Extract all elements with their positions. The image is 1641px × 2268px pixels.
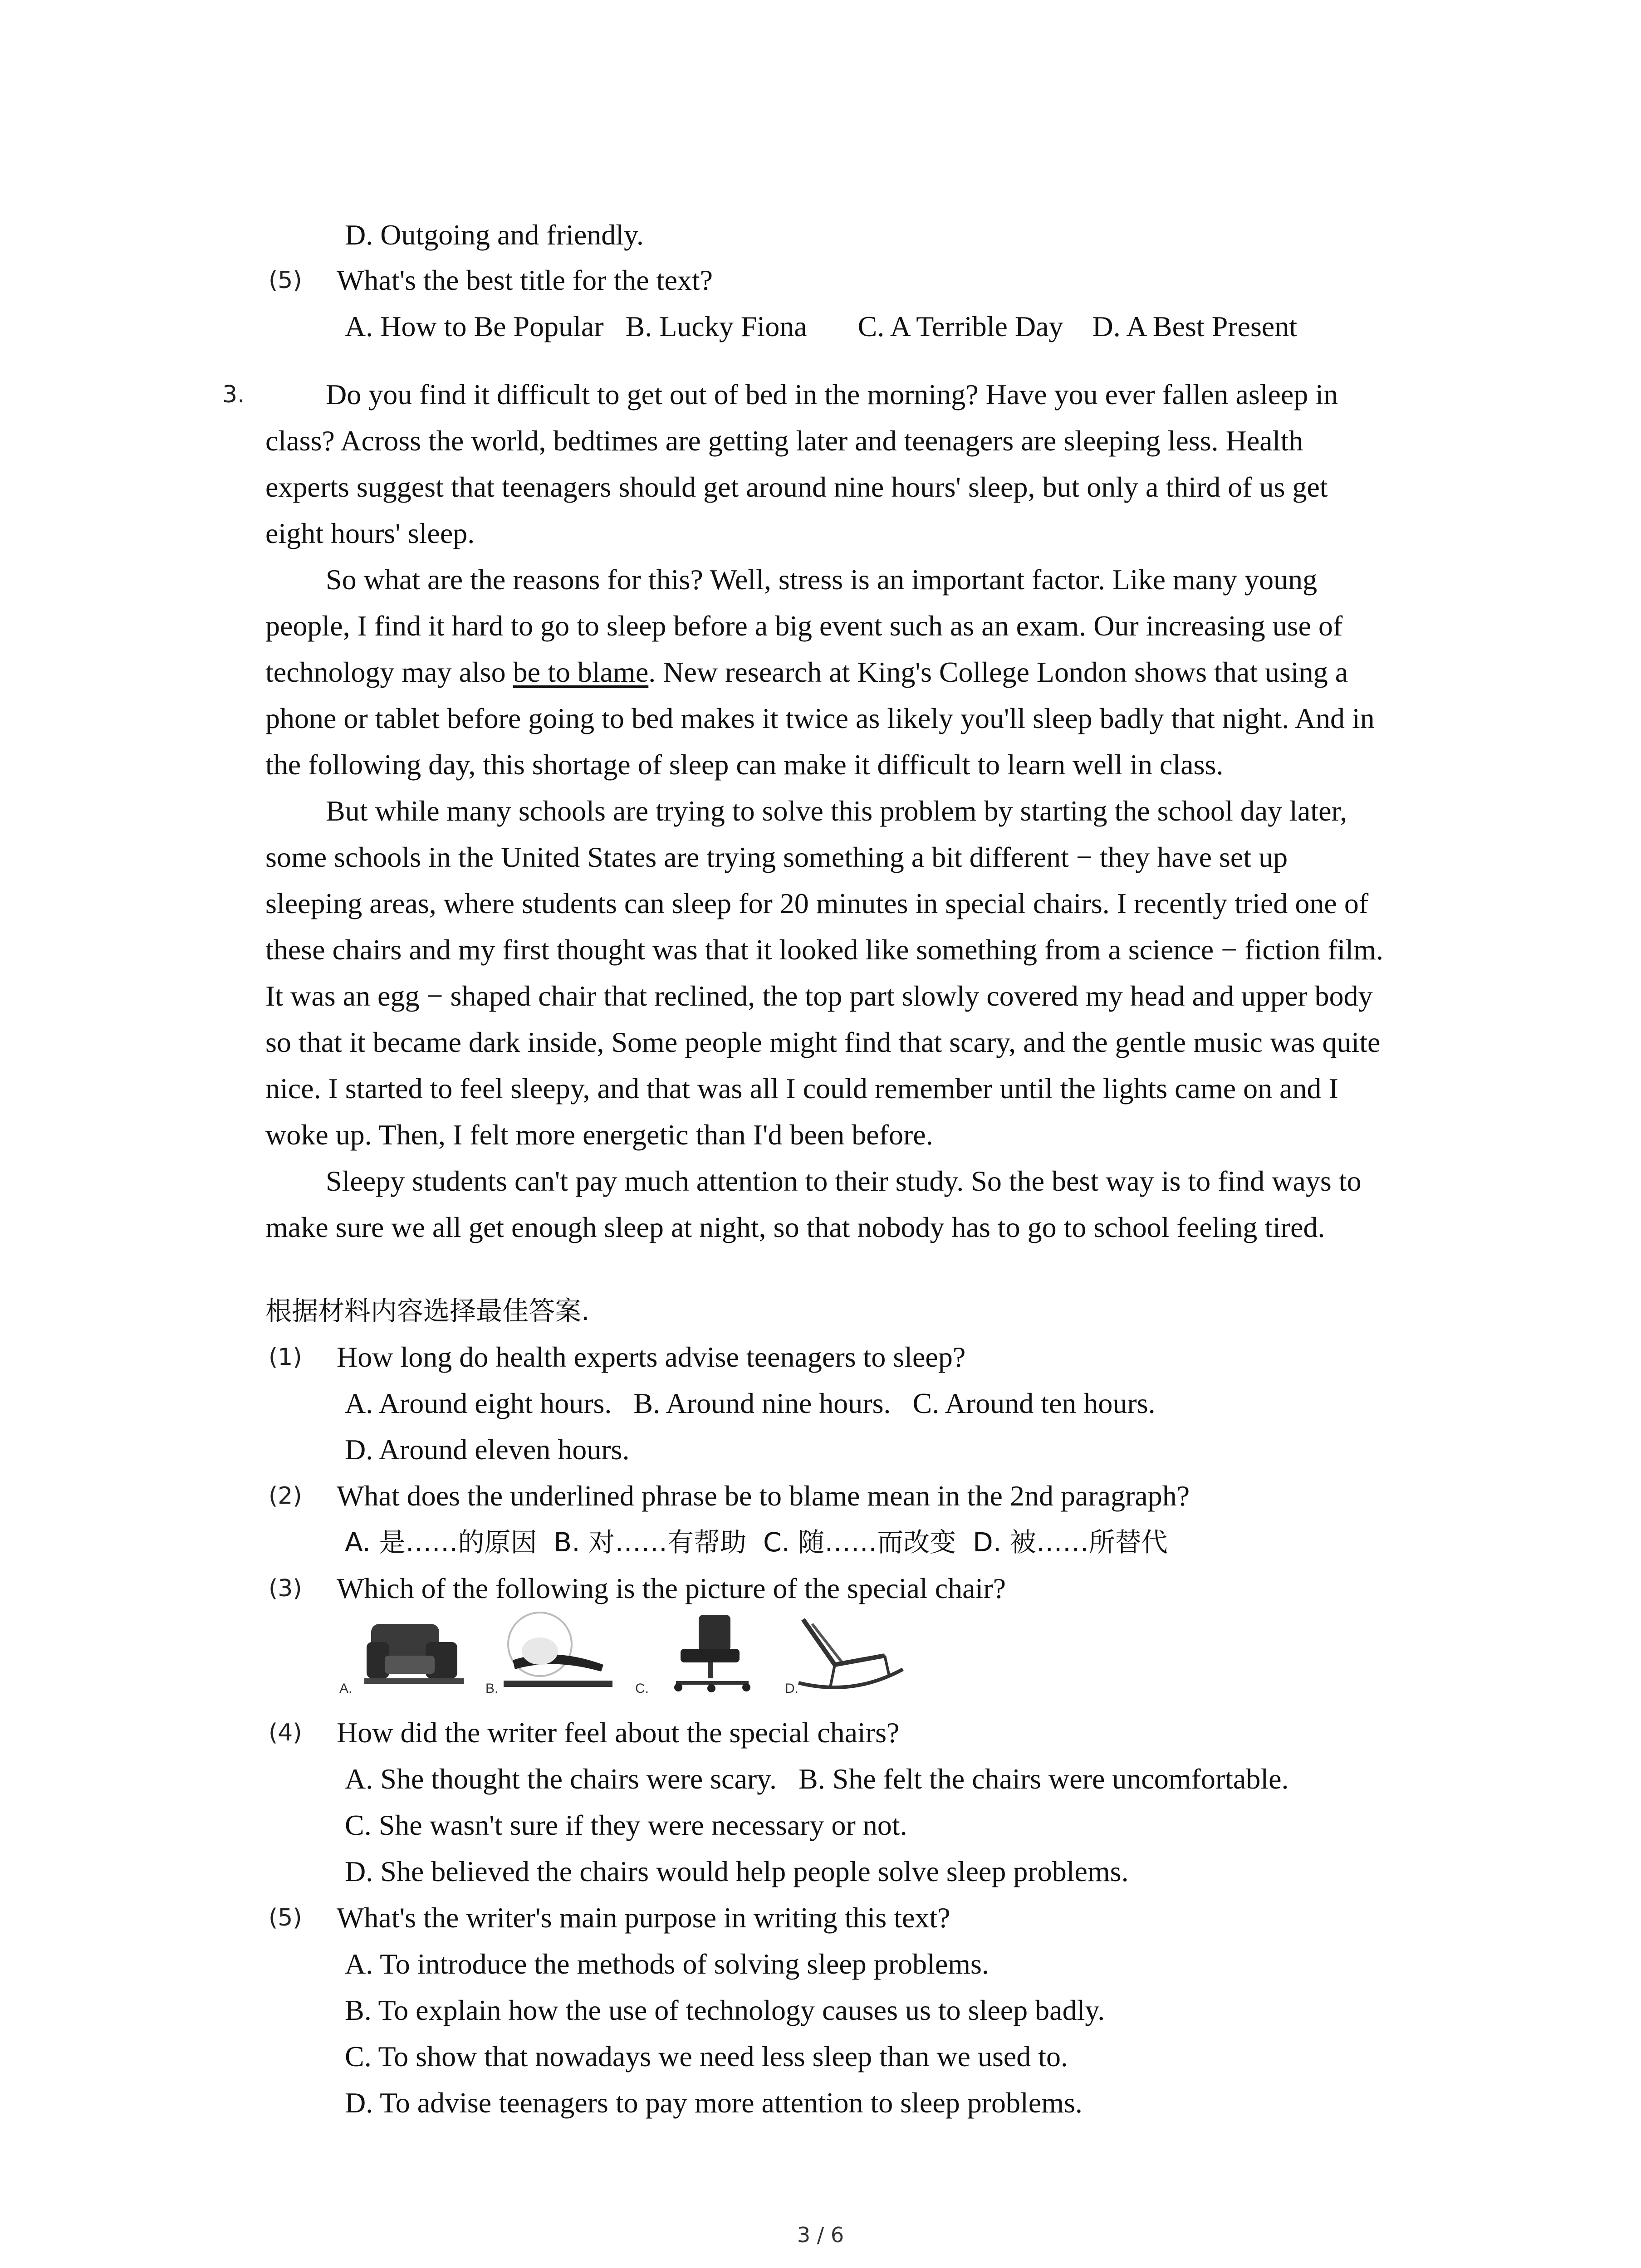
- underlined-phrase: be to blame: [513, 656, 649, 688]
- rocking-chair-icon: [785, 1606, 921, 1696]
- instruction: 根据材料内容选择最佳答案.: [265, 1295, 590, 1326]
- q2-text: What does the underlined phrase be to blame mean in the 2nd paragraph?: [337, 1480, 1190, 1512]
- chair-label-d: D.: [785, 1681, 798, 1696]
- prev-q5-text: What's the best title for the text?: [337, 264, 713, 296]
- chair-picture-b: [485, 1606, 622, 1696]
- chair-label-a: A.: [339, 1681, 353, 1696]
- chair-label-c: C.: [635, 1681, 649, 1696]
- passage-line: woke up. Then, I felt more energetic than I'd been before.: [265, 1119, 933, 1151]
- q1-option-d: D. Around eleven hours.: [345, 1433, 630, 1466]
- passage-line: So what are the reasons for this? Well, stress is an important factor. Like many young: [326, 563, 1318, 596]
- passage-line: nice. I started to feel sleepy, and that was all I could remember until the lights came on and I: [265, 1072, 1338, 1105]
- passage-line: make sure we all get enough sleep at night, so that nobody has to go to school feeling tired.: [265, 1211, 1325, 1243]
- page-number: 3 / 6: [797, 2223, 844, 2247]
- passage-line: some schools in the United States are trying something a bit different − they have set up: [265, 841, 1288, 873]
- q3-number: (3): [269, 1575, 302, 1602]
- passage-line-end: . New research at King's College London shows that using a: [648, 656, 1348, 688]
- passage-line: experts suggest that teenagers should get around nine hours' sleep, but only a third of us get: [265, 471, 1328, 503]
- q2-number: (2): [269, 1482, 302, 1510]
- q1-options-abc: A. Around eight hours. B. Around nine hours. C. Around ten hours.: [345, 1387, 1156, 1419]
- q4-number: (4): [269, 1719, 302, 1746]
- passage-line: Sleepy students can't pay much attention to their study. So the best way is to find ways to: [326, 1165, 1362, 1197]
- q4-option-d: D. She believed the chairs would help people solve sleep problems.: [345, 1855, 1129, 1887]
- egg-chair-icon: [485, 1606, 622, 1696]
- passage-line-start: technology may also: [265, 656, 506, 688]
- q5-option-c: C. To show that nowadays we need less sleep than we used to.: [345, 2040, 1068, 2072]
- q4-options-ab: A. She thought the chairs were scary. B. She felt the chairs were uncomfortable.: [345, 1763, 1289, 1795]
- chair-picture-c: [635, 1606, 771, 1696]
- q5-option-a: A. To introduce the methods of solving sleep problems.: [345, 1948, 989, 1980]
- q5-text: What's the writer's main purpose in writing this text?: [337, 1901, 950, 1934]
- office-chair-icon: [635, 1606, 771, 1696]
- passage-line-with-underline: [265, 654, 1348, 690]
- chair-picture-d: [785, 1606, 921, 1696]
- prev-q5-options: A. How to Be Popular B. Lucky Fiona C. A Terrible Day D. A Best Present: [345, 310, 1298, 342]
- q5-number: (5): [269, 1904, 302, 1931]
- passage-line: the following day, this shortage of sleep can make it difficult to learn well in class.: [265, 748, 1224, 781]
- prev-option-d: D. Outgoing and friendly.: [345, 219, 644, 251]
- passage-line: class? Across the world, bedtimes are getting later and teenagers are sleeping less. Health: [265, 425, 1303, 457]
- passage-line: But while many schools are trying to solve this problem by starting the school day later,: [326, 795, 1347, 827]
- passage-line: so that it became dark inside, Some people might find that scary, and the gentle music was quite: [265, 1026, 1381, 1058]
- q4-text: How did the writer feel about the special chairs?: [337, 1716, 900, 1749]
- prev-q5-number: (5): [269, 267, 302, 294]
- q2-options: A. 是……的原因 B. 对……有帮助 C. 随……而改变 D. 被……所替代: [345, 1527, 1168, 1558]
- passage-line: It was an egg − shaped chair that reclined, the top part slowly covered my head and upper body: [265, 980, 1373, 1012]
- q4-option-c: C. She wasn't sure if they were necessary or not.: [345, 1809, 907, 1841]
- recliner-chair-icon: [339, 1606, 475, 1696]
- q3-text: Which of the following is the picture of the special chair?: [337, 1572, 1006, 1604]
- q5-option-b: B. To explain how the use of technology causes us to sleep badly.: [345, 1994, 1105, 2026]
- chair-picture-a: [339, 1606, 475, 1696]
- q1-number: (1): [269, 1344, 302, 1371]
- passage-line: these chairs and my first thought was that it looked like something from a science − fiction film.: [265, 934, 1383, 966]
- passage-number: 3.: [222, 381, 245, 408]
- passage-line: eight hours' sleep.: [265, 517, 475, 549]
- q5-option-d: D. To advise teenagers to pay more attention to sleep problems.: [345, 2087, 1083, 2119]
- passage-line: sleeping areas, where students can sleep for 20 minutes in special chairs. I recently tried one of: [265, 887, 1369, 919]
- passage-line: phone or tablet before going to bed makes it twice as likely you'll sleep badly that night. And in: [265, 702, 1375, 734]
- q1-text: How long do health experts advise teenagers to sleep?: [337, 1341, 966, 1373]
- chair-label-b: B.: [485, 1681, 499, 1696]
- passage-line: Do you find it difficult to get out of bed in the morning? Have you ever fallen asleep in: [326, 378, 1338, 411]
- passage-line: people, I find it hard to go to sleep before a big event such as an exam. Our increasing use of: [265, 610, 1343, 642]
